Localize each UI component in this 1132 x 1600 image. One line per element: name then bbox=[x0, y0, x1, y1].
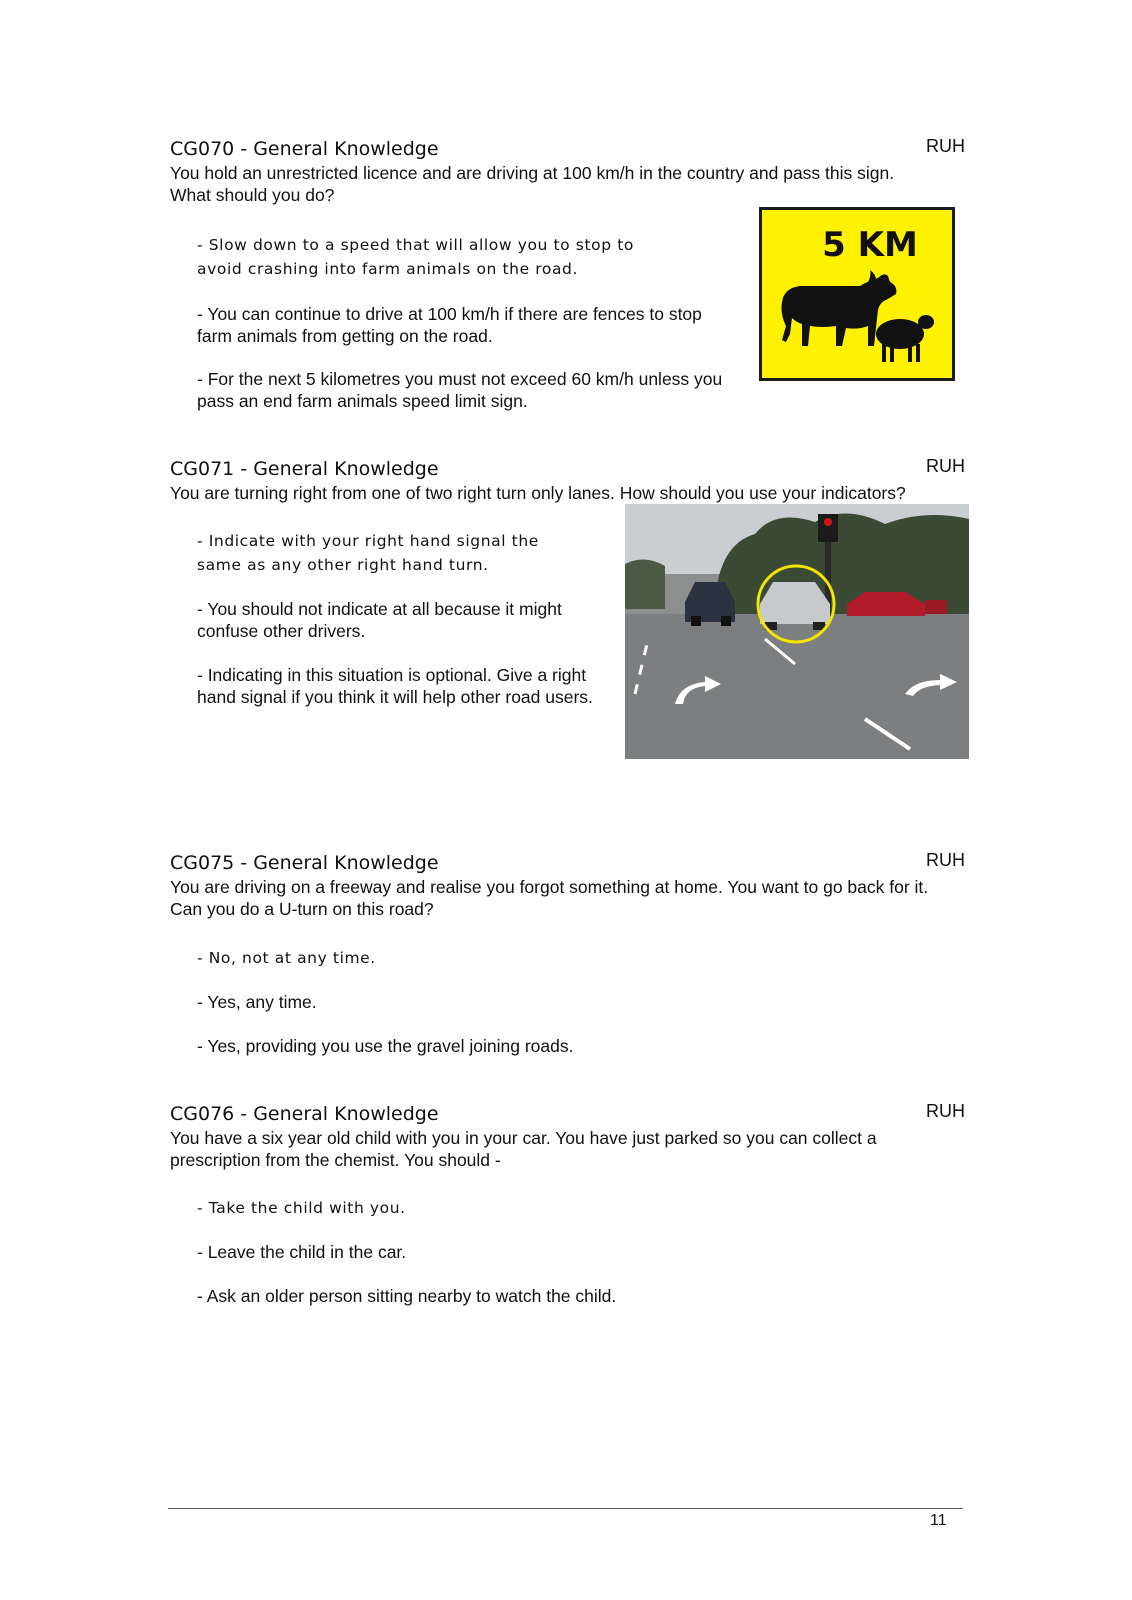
question-text: You are driving on a freeway and realise you forgot something at home. You want to go back for it. Can you do a U-turn on this road? bbox=[170, 877, 929, 919]
question-text: You have a six year old child with you in your car. You have just parked so you can collect a prescription from the chemist. You should - bbox=[170, 1128, 877, 1170]
answer-option: - Yes, any time. bbox=[197, 992, 317, 1012]
answer-option: - Leave the child in the car. bbox=[197, 1242, 407, 1262]
question-code: RUH bbox=[926, 850, 965, 870]
page-number: 11 bbox=[930, 1512, 947, 1529]
answer-option: - No, not at any time. bbox=[197, 949, 376, 967]
question-title: CG075 - General Knowledge bbox=[170, 852, 439, 874]
question-title: CG070 - General Knowledge bbox=[170, 138, 439, 160]
farm-animals-sign-graphic bbox=[762, 210, 952, 378]
sheep-icon bbox=[876, 315, 934, 362]
road-scene-graphic bbox=[625, 504, 969, 759]
answer-option: - Take the child with you. bbox=[197, 1199, 406, 1217]
question-code: RUH bbox=[926, 1101, 965, 1121]
question-title: CG071 - General Knowledge bbox=[170, 458, 439, 480]
farm-animals-sign-image bbox=[759, 207, 955, 381]
answer-option: - You can continue to drive at 100 km/h if there are fences to stop farm animals from getting on the road. bbox=[197, 304, 702, 346]
question-code: RUH bbox=[926, 456, 965, 476]
answer-option: - Ask an older person sitting nearby to watch the child. bbox=[197, 1286, 617, 1306]
answer-option: - For the next 5 kilometres you must not exceed 60 km/h unless you pass an end farm animals speed limit sign. bbox=[197, 369, 723, 411]
sign-distance-text: 5 KM bbox=[822, 225, 918, 265]
answer-option: - Indicating in this situation is optional. Give a right hand signal if you think it will help other road users. bbox=[197, 665, 593, 707]
question-title: CG076 - General Knowledge bbox=[170, 1103, 439, 1125]
answer-option: - Yes, providing you use the gravel joining roads. bbox=[197, 1036, 574, 1056]
road-lanes-photo bbox=[625, 504, 969, 759]
answer-option: - Slow down to a speed that will allow you to stop to avoid crashing into farm animals on the road. bbox=[197, 236, 634, 278]
answer-option: - You should not indicate at all because it might confuse other drivers. bbox=[197, 599, 562, 641]
question-text: You hold an unrestricted licence and are driving at 100 km/h in the country and pass this sign. What should you do? bbox=[170, 163, 895, 205]
question-text: You are turning right from one of two right turn only lanes. How should you use your indicators? bbox=[170, 483, 906, 503]
question-code: RUH bbox=[926, 136, 965, 156]
footer-divider bbox=[168, 1508, 963, 1509]
answer-option: - Indicate with your right hand signal the same as any other right hand turn. bbox=[197, 532, 539, 574]
